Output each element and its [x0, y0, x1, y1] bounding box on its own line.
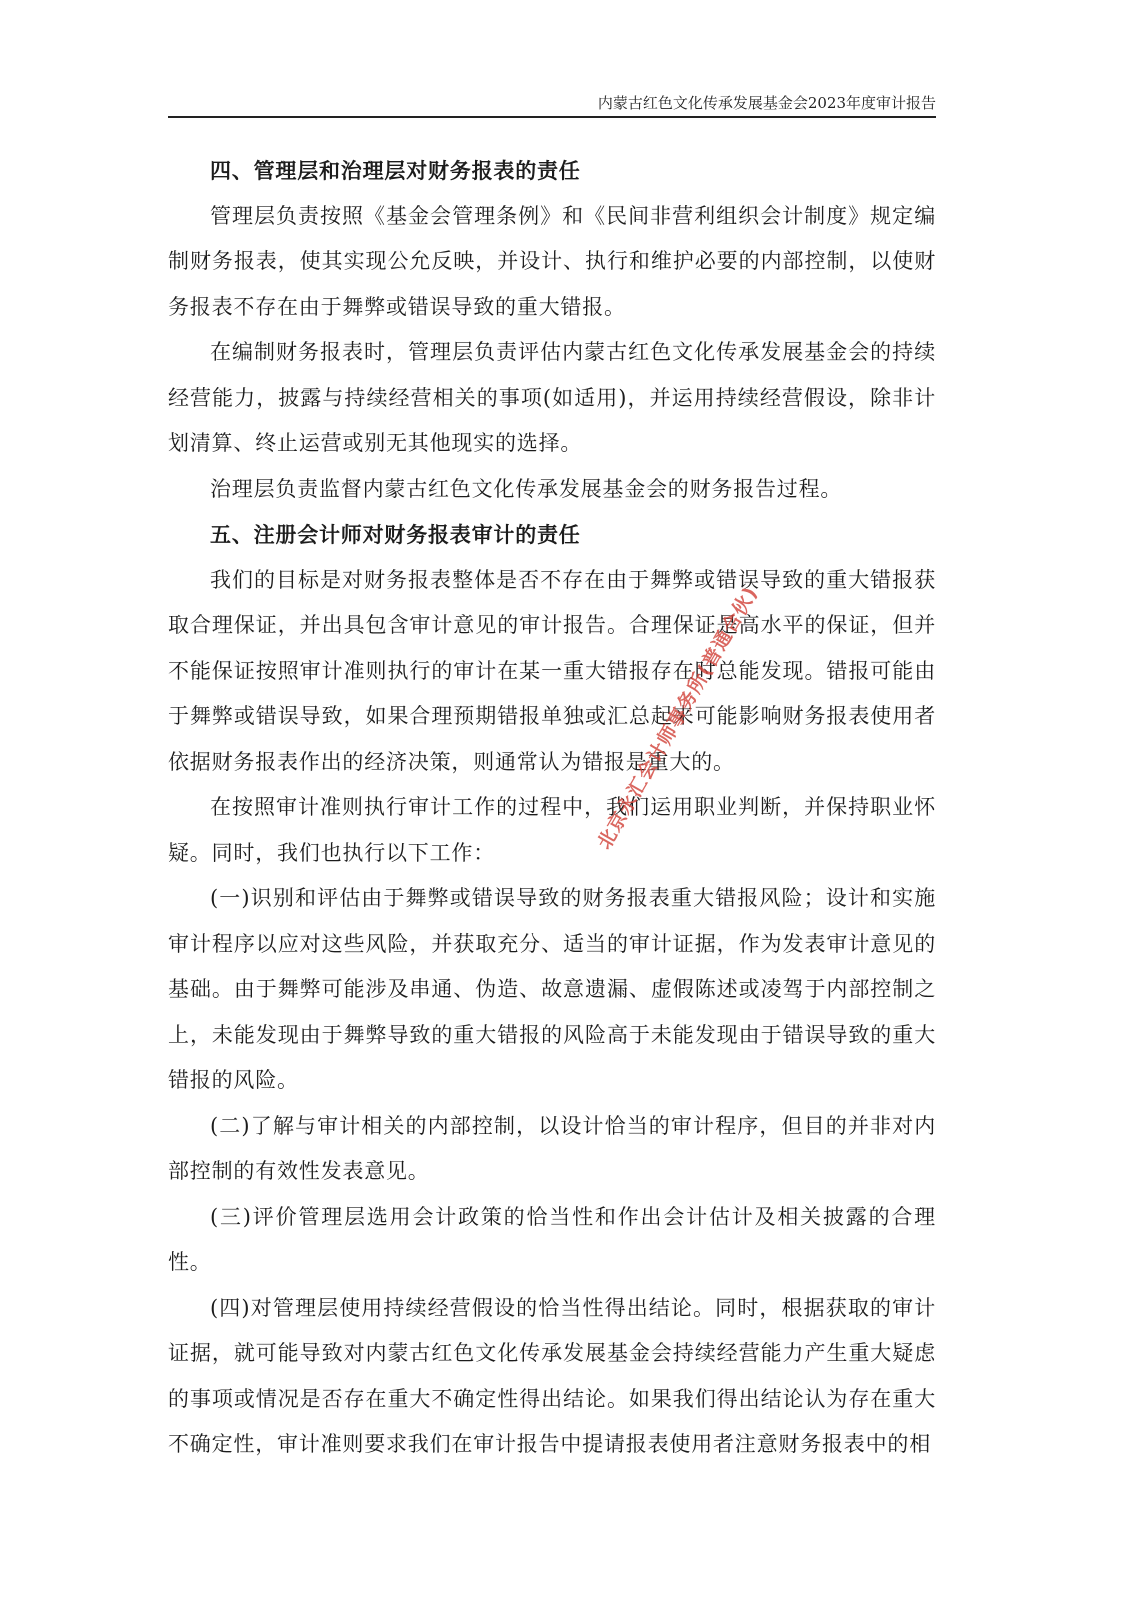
section-heading-management-responsibility: 四、管理层和治理层对财务报表的责任: [210, 158, 581, 183]
paragraph: 我们的目标是对财务报表整体是否不存在由于舞弊或错误导致的重大错报获取合理保证，并出具包含审计意见的审计报告。合理保证是高水平的保证，但并不能保证按照审计准则执行的审计在某一重大错报存在时总能发现。错报可能由于舞弊或错误导致，如果合理预期错报单独或汇总起来可能影响财务报表使用者依据财务报表作出的经济决策，则通常认为错报是重大的。: [168, 567, 936, 774]
list-item-paragraph: (二)了解与审计相关的内部控制，以设计恰当的审计程序，但目的并非对内部控制的有效性发表意见。: [168, 1113, 936, 1183]
header-divider: [168, 116, 936, 118]
paragraph: 治理层负责监督内蒙古红色文化传承发展基金会的财务报告过程。: [210, 476, 843, 501]
report-header-title: 内蒙古红色文化传承发展基金会2023年度审计报告: [597, 94, 936, 112]
paragraph: 管理层负责按照《基金会管理条例》和《民间非营利组织会计制度》规定编制财务报表，使其实现公允反映，并设计、执行和维护必要的内部控制，以使财务报表不存在由于舞弊或错误导致的重大错报。: [168, 203, 936, 319]
paragraph: 在按照审计准则执行审计工作的过程中，我们运用职业判断，并保持职业怀疑。同时，我们也执行以下工作：: [168, 795, 936, 865]
paragraph: 在编制财务报表时，管理层负责评估内蒙古红色文化传承发展基金会的持续经营能力，披露与持续经营相关的事项(如适用)，并运用持续经营假设，除非计划清算、终止运营或别无其他现实的选择。: [168, 340, 936, 455]
list-item-paragraph: (四)对管理层使用持续经营假设的恰当性得出结论。同时，根据获取的审计证据，就可能导致对内蒙古红色文化传承发展基金会持续经营能力产生重大疑虑的事项或情况是否存在重大不确定性得出结论。如果我们得出结论认为存在重大不确定性，审计准则要求我们在审计报告中提请报表使用者注意财务报表中的相: [168, 1295, 936, 1456]
list-item-paragraph: (三)评价管理层选用会计政策的恰当性和作出会计估计及相关披露的合理性。: [168, 1204, 936, 1274]
list-item-paragraph: (一)识别和评估由于舞弊或错误导致的财务报表重大错报风险；设计和实施审计程序以应对这些风险，并获取充分、适当的审计证据，作为发表审计意见的基础。由于舞弊可能涉及串通、伪造、故意遗漏、虚假陈述或凌驾于内部控制之上，未能发现由于舞弊导致的重大错报的风险高于未能发现由于错误导致的重大错报的风险。: [168, 886, 936, 1092]
firm-seal-stamp: 北京永汇会计师事务所(普通合伙): [593, 582, 763, 853]
section-heading-auditor-responsibility: 五、注册会计师对财务报表审计的责任: [210, 522, 581, 547]
document-body: [168, 148, 936, 1468]
